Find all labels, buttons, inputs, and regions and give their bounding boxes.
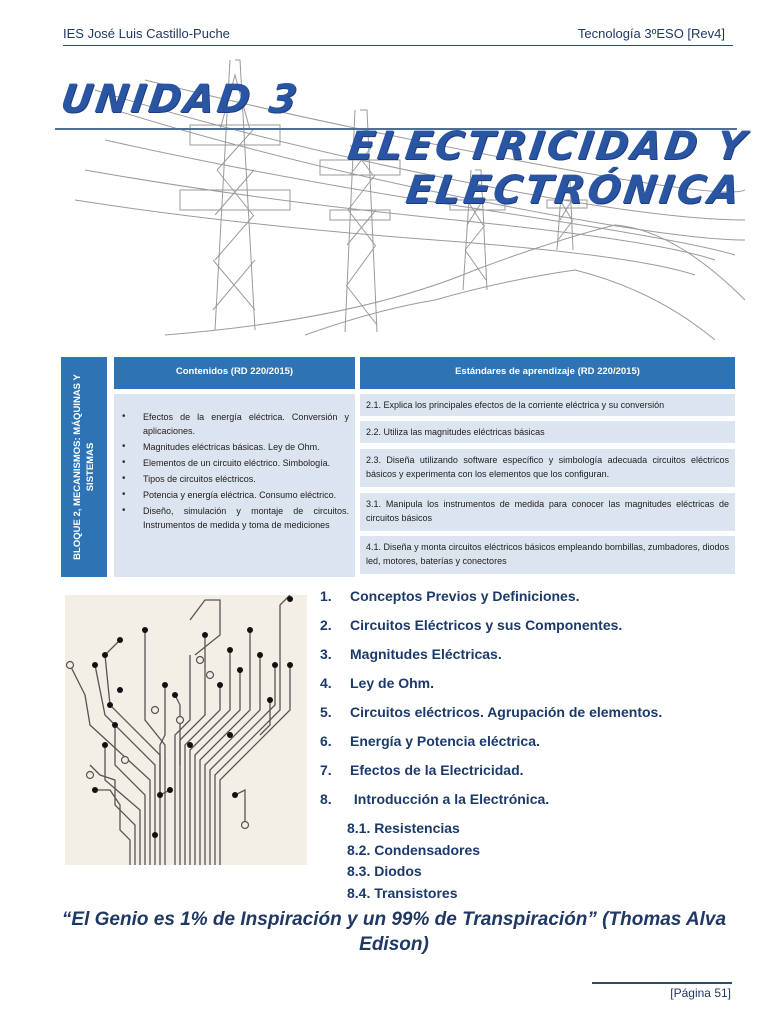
edison-quote: “El Genio es 1% de Inspiración y un 99% de Transpiración” (Thomas Alva Edison) [61, 909, 727, 955]
standard-row: 2.3. Diseña utilizando software específico y simbología adecuada circuitos eléctricos básicos y experimenta con los elementos que los configuran. [360, 449, 735, 487]
title-line-1: ELECTRICIDAD Y [345, 124, 752, 169]
contents-cell [114, 394, 355, 577]
page-header [63, 24, 733, 46]
block-label-cell [61, 357, 107, 577]
unit-main-title [339, 125, 751, 213]
contents-item: • Tipos de circuitos eléctricos. [122, 472, 349, 486]
standard-row: 4.1. Diseña y monta circuitos eléctricos básicos empleando bombillas, zumbadores, diodos led, motores, baterías y conectores [360, 536, 735, 574]
standards-header: Estándares de aprendizaje (RD 220/2015) [360, 357, 735, 389]
page-number: [Página 51] [670, 986, 731, 1000]
course-label: Tecnología 3ºESO [Rev4] [577, 26, 725, 41]
toc-item: 4. Ley de Ohm. [320, 675, 435, 691]
toc-subitem: 8.4. Transistores [347, 884, 458, 901]
toc-item: 6. Energía y Potencia eléctrica. [320, 733, 540, 749]
footer-divider [592, 982, 732, 984]
contents-item: • Diseño, simulación y montaje de circuitos. Instrumentos de medida y toma de mediciones [122, 504, 349, 532]
toc-item: 2. Circuitos Eléctricos y sus Componentes. [320, 617, 623, 633]
contents-item: • Elementos de un circuito eléctrico. Simbología. [122, 456, 349, 470]
school-name: IES José Luis Castillo-Puche [63, 26, 230, 41]
toc-item: 1. Conceptos Previos y Definiciones. [320, 588, 580, 604]
standard-row: 2.2. Utiliza las magnitudes eléctricas básicas [360, 421, 735, 443]
toc-item: 8. Introducción a la Electrónica. [320, 791, 550, 807]
toc-item: 5. Circuitos eléctricos. Agrupación de elementos. [320, 704, 663, 720]
title-line-2: ELECTRÓNICA [403, 168, 746, 213]
circuit-tree-illustration [65, 595, 307, 865]
block-label: BLOQUE 2, MECANISMOS: MÁQUINAS Y SISTEMAS [72, 374, 96, 560]
toc-item: 3. Magnitudes Eléctricas. [320, 646, 502, 662]
curriculum-table [61, 357, 735, 577]
standard-row: 2.1. Explica los principales efectos de la corriente eléctrica y su conversión [360, 394, 735, 416]
contents-list [122, 410, 349, 532]
table-of-contents [320, 588, 740, 906]
standard-row: 3.1. Manipula los instrumentos de medida para conocer las magnitudes eléctricas de circuitos básicos [360, 493, 735, 531]
toc-subitem: 8.2. Condensadores [347, 841, 481, 858]
toc-item: 7. Efectos de la Electricidad. [320, 762, 524, 778]
unit-title: UNIDAD 3 [57, 77, 303, 122]
contents-header: Contenidos (RD 220/2015) [114, 357, 355, 389]
contents-item: • Efectos de la energía eléctrica. Conversión y aplicaciones. [122, 410, 349, 438]
title-banner [55, 50, 752, 340]
toc-subitem: 8.3. Diodos [347, 863, 422, 879]
toc-subitem: 8.1. Resistencias [347, 820, 460, 836]
contents-item: • Magnitudes eléctricas básicas. Ley de Ohm. [122, 440, 349, 454]
contents-item: • Potencia y energía eléctrica. Consumo eléctrico. [122, 488, 349, 502]
